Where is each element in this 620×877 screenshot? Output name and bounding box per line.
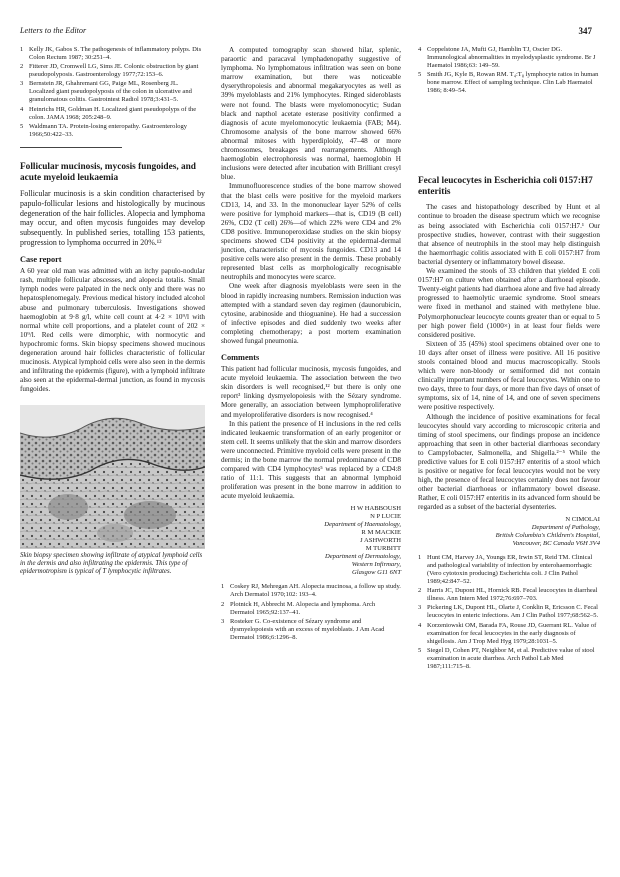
reference-item: 5 Smith JG, Kyle B, Rowan RM. T₄:T₈ lymphocyte ratios in human bone marrow. Effect of sampling technique. Clin Lab Haematol 1986; 8:49–54. [418, 71, 599, 95]
column-1 [20, 46, 205, 576]
reference-item: 4 Heinrichs HR, Goldman H. Localized giant pseudopolyps of the colon. JAMA 1968; 205:248–9. [20, 105, 197, 121]
reference-item: 3 Bernstein JR, Ghahremani GG, Paige ML, Rosenberg JL. Localized giant pseudopolyposis of the colon in ulcerative and granulomatous colitis. Gastrointest Radiol 1978;3:431–5. [20, 80, 192, 104]
article-title: Fecal leucocytes in Escherichia coli 0157:H7 enteritis [418, 176, 593, 198]
skin-biopsy-micrograph [20, 405, 205, 549]
reference-item: 5 Waldmann TA. Protein-losing enteropathy. Gastroenterology 1966;50:422–33. [20, 122, 187, 138]
reference-item: 2 Harris JC, Dupont HL, Hornick RB. Fecal leucocytes in diarrheal illness. Ann Intern Med 1972;76:697–703. [418, 587, 598, 603]
divider [20, 147, 122, 148]
running-title: Letters to the Editor [20, 26, 87, 35]
reference-item: 1 Kelly JK, Gabos S. The pathogenesis of inflammatory polyps. Dis Colon Rectum 1987; 30:251–4. [20, 46, 202, 61]
author-affiliation: Western Infirmary, [351, 561, 401, 569]
body-paragraph: The cases and histopathology described by Hunt et al continue to broaden the disease spectrum which we recognise as being associated with Escherichia coli 0157:H7.¹ Our prospective studies, however, contrast with their suggestion that absence of neutrophils in the stool may help distinguish the haemorrhagic colitis associated with E coli 0157:H7 from bacterial dysentery or inflammatory bowel disease. [418, 203, 600, 266]
reference-item: 1 Hunt CM, Harvey JA, Youngs ER, Irwin ST, Reid TM. Clinical and pathological variability of infection by enterohaemorrhagic (Vero cytotoxin producing) Escherichia coli. J Clin Pathol 1989;42:847–52. [418, 553, 593, 585]
article-lead: Follicular mucinosis is a skin condition characterised by papulo-follicular lesions and histologically by mucinous degeneration of the hair follicles. Alopecia and lymphoma may occur, and often mycosis fungoides may develop subsequently. In published series, totalling 153 patients, progression to lymphoma occurred in 20%.¹² [20, 188, 205, 248]
reference-list-continued [418, 46, 600, 95]
body-paragraph: One week after diagnosis myeloblasts were seen in the blood in rapidly increasing numbers. Remission induction was attempted with a standard seven day regimen (daunorubicin, cytosine, arabinoside and thioguanine). He had a succession of infective episodes and died suddenly two weeks after completing chemotherapy; a post mortem examination showed fungal pneumonia. [221, 282, 401, 345]
author-name: M TURBITT [365, 544, 401, 552]
body-paragraph: Although the incidence of positive examinations for fecal leucocytes should vary according to microscopic criteria and timing of stool specimens, our findings propose an incidence approaching that seen in other bacterial diarrhoeas secondary to Campylobacter, Salmonella, and Shigella.²⁻⁵ While the predictive values for E coli 0157:H7 enteritis of a stool which is positive or negative for fecal leucocytes would not be very high, the presence of fecal leucocytes certainly does not favour other bacterial diarrhoeas or inflammatory bowel disease. Rather, E coli 0157:H7 enteritis in its advanced form should be regarded as a subset of the bacterial dysenteries. [418, 412, 600, 512]
comments-paragraph: In this patient the presence of H inclusions in the red cells indicated leukaemic transformation of an early progenitor or stem cell. It seems unlikely that the skin and marrow disorders were unconnected. Primitive myeloid cells were present in the dermis; in the bone marrow the normal predominance of CD8 compared with CD4 lymphocytes⁵ was replaced by a CD4:8 ratio of 11:1. This suggests that an abnormal lymphoid proliferation was present in the bone marrow in addition to acute myeloid leukaemia. [221, 419, 401, 501]
reference-item: 4 Coppelstone JA, Mufti GJ, Hamblin TJ, Oscier DG. Immunological abnormalities in myelodysplastic syndrome. Br J Haematol 1986;63: 149–59. [418, 46, 596, 69]
author-signature [418, 516, 600, 548]
reference-list [418, 554, 600, 671]
author-name: R M MACKIE [361, 528, 401, 536]
comments-paragraph: This patient had follicular mucinosis, mycosis fungoides, and acute myeloid leukaemia. The association between the two skin disorders is well recognised,¹² but there is only one report³ linking dysmyelopoiesis with the Sézary syndrome. More generally, an association between lymphoproliferative and myeloproliferative disorders is now recognised.⁴ [221, 365, 401, 419]
body-paragraph: Immunofluorescence studies of the bone marrow showed that the blast cells were positive for the myeloid markers CD13, 14, and 33. In the mononuclear layer 52% of cells were positive for lymphoid markers—that is, CD19 (B cell) 26%, CD2 (T cell) 26%—of which 22% were CD4 and 2% CD8 positive. Immunoperoxidase studies on the skin biopsy specimens showed CD4 positivity at the epidermal-dermal junction, characteristic of mycosis fungoides. CD13 and 14 positive cells were also present in the dermis. These probably represented blast cells as morphologically recognisable neutrophils and monocytes were scarce. [221, 182, 401, 282]
section-heading-case-report: Case report [20, 255, 62, 265]
reference-item: 3 Pickering LK, Dupont HL, Olarte J, Conklin R, Ericsson C. Fecal leucocytes in enteric infections. Am J Clin Pathol 1977;68:562–5. [418, 604, 599, 620]
body-paragraph: A computed tomography scan showed hilar, splenic, paraortic and paracaval lymphadenopathy suggestive of lymphoma. No lymphomatous infiltration was seen on bone marrow examination, but there was noticeable dyserythropoiesis and abnormal megakaryocytes as well as 39% myeloblasts and 21% lymphocytes. Ringed sideroblasts were not found. The blasts were myelomonocytic; Sudan black and napthol acetate esterase positivity confirmed a diagnosis of acute myelomonocytic leukaemia (FAB; M4). Chromosome analysis of the bone marrow showed 66% abnormal mitoses with hyperdiploidy, 47–48 or more chromosomes, breakages and rearrangements. Although haemoglobin electrophoresis was normal, haemoglobin H inclusions were detected after incubation with Brilliant cresyl blue. [221, 46, 401, 182]
reference-item: 5 Siegel D, Cohen PT, Neighbor M, et al. Predictive value of stool examination in acute diarrhea. Arch Pathol Lab Med 1987;111:715–8. [418, 646, 595, 670]
author-signature [221, 505, 401, 578]
author-affiliation: Department of Pathology, [531, 523, 600, 531]
author-affiliation: Department of Dermatology, [324, 553, 401, 561]
article-title: Follicular mucinosis, mycosis fungoides, and acute myeloid leukaemia [20, 161, 196, 183]
case-report-paragraph: A 60 year old man was admitted with an itchy papulo-nodular rash, multiple follicular abscesses, and alopecia totalis. Small lymph nodes were palpated in the neck only and there was no hepatosplenomegaly. Previous medical history included alcohol abuse and pulmonary tuberculosis. Investigations showed haemoglobin at 9·8 g/l, white cell count at 4·2 × 10⁹/l with normal white cell proportions, and a platelet count of 202 × 10⁹/l. Red cells were dimorphic, with normocytic and hypochromic forms. Skin biopsy specimens showed mucinous degeneration around hair follicles characteristic of follicular mucinosis. Atypical lymphoid cells were also seen in the dermis and infiltrating the epidermis (figure), with a lymphoid infiltrate also seen at the epidermal-dermal junction, as found in mycosis fungoides. [20, 267, 205, 394]
reference-list [221, 583, 401, 641]
body-paragraph: Sixteen of 35 (45%) stool specimens obtained over one to 10 days after onset of illness were positive. All 16 positive stools contained blood and mucus macroscopically. Stools which were non-bloody or semiformed did not contain clinically important numbers of fecal leucocytes. Within one to two days, three to four days, or more than five days of onset of symptoms, six of 14, nine of 14, and one of seven specimens were positive respectively. [418, 339, 600, 412]
reference-list-previous-letter [20, 46, 205, 139]
author-affiliation: Department of Haematology, [324, 520, 401, 528]
reference-item: 3 Rosteker G. Co-existence of Sézary syndrome and dysmyelopoiesis with an excess of myeloblasts. J Am Acad Dermatol 1986;6:1296–8. [221, 617, 385, 641]
author-affiliation: Glasgow G11 6NT [352, 569, 401, 577]
figure-caption: Skin biopsy specimen showing infiltrate of atypical lymphoid cells in the dermis and also infiltrating the epidermis. This type of epidermotropism is typical of T lymphocytic infiltrates. [20, 551, 203, 576]
author-affiliation: Vancouver, BC Canada V6H 3V4 [512, 539, 600, 547]
reference-item: 2 Plotnick H, Abbrecht M. Alopecia and lymphoma. Arch Dermatol 1965;92:137–41. [221, 600, 376, 616]
reference-item: 4 Korzeniowski OM, Barada FA, Rouse JD, Guerrant RL. Value of examination for fecal leucocytes in the early diagnosis of shigellosis. Am J Trop Med Hyg 1979;28:1031–5. [418, 621, 597, 645]
column-3 [418, 46, 600, 672]
column-2 [221, 46, 401, 643]
reference-item: 2 Fitterer JD, Cromwell LG, Sims JE. Colonic obstruction by giant pseudopolyposis. Gastroenterology 1977;72:153–6. [20, 63, 199, 79]
section-heading-comments: Comments [221, 353, 260, 363]
reference-item: 1 Coskey RJ, Mehregan AH. Alopecia mucinosa, a follow up study. Arch Dermatol 1970;102: 193–4. [221, 583, 401, 599]
page-number: 347 [578, 26, 592, 36]
author-name: N P LUCIE [370, 512, 401, 520]
micrograph-image [20, 405, 205, 549]
author-name: H W HABBOUSH [350, 504, 401, 512]
author-name: J ASHWORTH [360, 536, 401, 544]
author-name: N CIMOLAI [565, 515, 600, 523]
body-paragraph: We examined the stools of 33 children that yielded E coli 0157:H7 on culture when obtained after a diarrhoeal episode. Twenty-eight patients had diarrhoea alone and five had already progressed to haemolytic uraemic syndrome. Stool smears were fixed in methanol and stained with methylene blue. Polymorphonuclear leucocyte counts greater than or equal to 5 per high power field (1000×) in at least four fields were considered positive. [418, 267, 600, 339]
author-affiliation: British Columbia's Children's Hospital, [495, 531, 600, 539]
